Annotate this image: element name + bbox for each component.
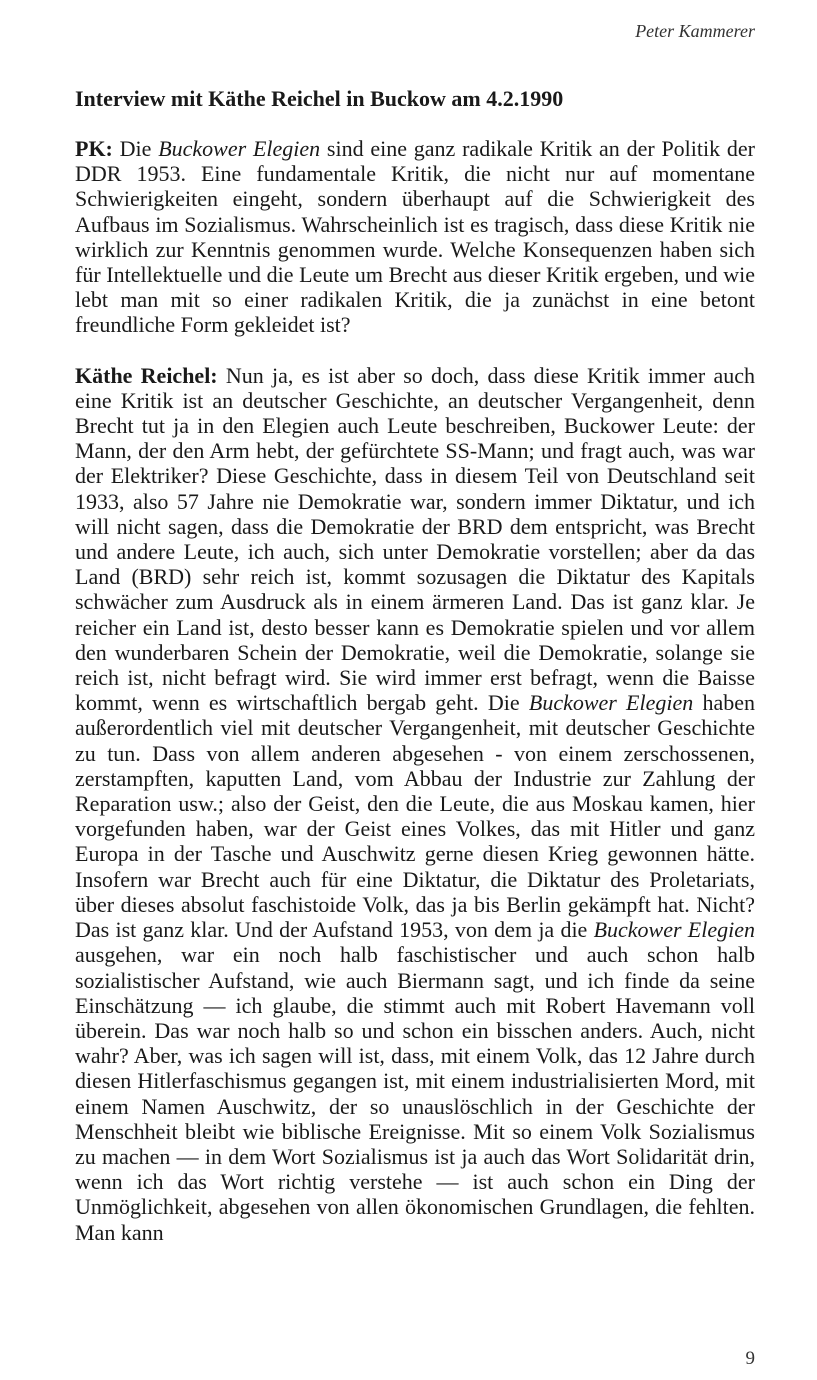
paragraph-text: ausgehen, war ein noch halb faschistischer und auch schon halb sozialistischer Aufstand, wie auch Biermann sagt, und ich finde da seine Einschätzung — ich glaube, die stimmt auch mit Robert Havemann voll überein. Das war noch halb so und schon ein bisschen anders. Auch, nicht wahr? Aber, was ich sagen will ist, dass, mit einem Volk, das 12 Jahre durch diesen Hitlerfaschismus gegangen ist, mit einem industrialisierten Mord, mit einem Namen Auschwitz, der so unauslöschlich in der Geschichte der Menschheit bleibt wie biblische Ereignisse. Mit so einem Volk Sozialismus zu machen — in dem Wort Sozialismus ist ja auch das Wort Solidarität drin, wenn ich das Wort richtig verstehe — ist auch schon ein Ding der Unmöglichkeit, abgesehen von allen ökonomischen Grundlagen, die fehlten. Man kann [75,942,755,1245]
speaker-label: Käthe Reichel: [75,362,218,388]
paragraph-text: haben außerordentlich viel mit deutscher Vergangenheit, mit deutscher Geschichte zu tun. Dass von allem anderen abgesehen - von einem zerschossenen, zerstampften, kaputten Land, vom Abbau der Industrie zur Zahlung der Reparation usw.; also der Geist, den die Leute, die aus Moskau kamen, hier vorgefunden haben, war der Geist eines Volkes, das mit Hitler und ganz Europa in der Tasche und Auschwitz gerne diesen Krieg gewonnen hätte. Insofern war Brecht auch für eine Diktatur, die Diktatur des Proletariats, über dieses absolut faschistoide Volk, das ja bis Berlin gekämpft hat. Nicht? Das ist ganz klar. Und der Aufstand 1953, von dem ja die [75,690,755,943]
paragraph-reichel-answer [75,363,755,1245]
speaker-label: PK: [75,136,113,161]
page-number: 9 [745,1348,755,1369]
book-title: Buckower Elegien [158,136,321,161]
running-head: Peter Kammerer [635,21,755,41]
article-heading: Interview mit Käthe Reichel in Buckow am 4.2.1990 [75,86,564,111]
paragraph-pk-question [75,136,755,338]
book-title: Buckower Elegien [528,690,694,716]
paragraph-text: Die [112,136,159,161]
article-body [75,86,755,1245]
paragraph-text: sind eine ganz radikale Kritik an der Politik der DDR 1953. Eine fundamentale Kritik, die nicht nur auf momentane Schwierigkeiten eingeht, sondern überhaupt auf die Schwierigkeit des Aufbaus im Sozialismus. Wahrscheinlich ist es tragisch, dass diese Kritik nie wirklich zur Kenntnis genommen wurde. Welche Konsequenzen haben sich für Intellektuelle und die Leute um Brecht aus dieser Kritik ergeben, und wie lebt man mit so einer radikalen Kritik, die ja zunächst in eine betont freundliche Form gekleidet ist? [75,136,755,338]
book-title: Buckower Elegien [593,917,755,943]
paragraph-text: Nun ja, es ist aber so doch, dass diese Kritik immer auch eine Kritik ist an deutscher Geschichte, an deutscher Vergangenheit, denn Brecht tut ja in den Elegien auch Leute beschreiben, Buckower Leute: der Mann, der den Arm hebt, der gefürchtete SS-Mann; und fragt auch, was war der Elektriker? Diese Geschichte, dass in diesem Teil von Deutschland seit 1933, also 57 Jahre nie Demokratie war, sondern immer Diktatur, und ich will nicht sagen, dass die Demokratie der BRD dem entspricht, was Brecht und andere Leute, ich auch, sich unter Demokratie vorstellen; aber da das Land (BRD) sehr reich ist, kommt sozusagen die Diktatur des Kapitals schwächer zum Ausdruck als in einem ärmeren Land. Das ist ganz klar. Je reicher ein Land ist, desto besser kann es Demokratie spielen und vor allem den wunderbaren Schein der Demokratie, weil die Demokratie, solange sie reich ist, nicht befragt wird. Sie wird immer erst befragt, wenn die Baisse kommt, wenn es wirtschaftlich bergab geht. Die [75,362,755,716]
